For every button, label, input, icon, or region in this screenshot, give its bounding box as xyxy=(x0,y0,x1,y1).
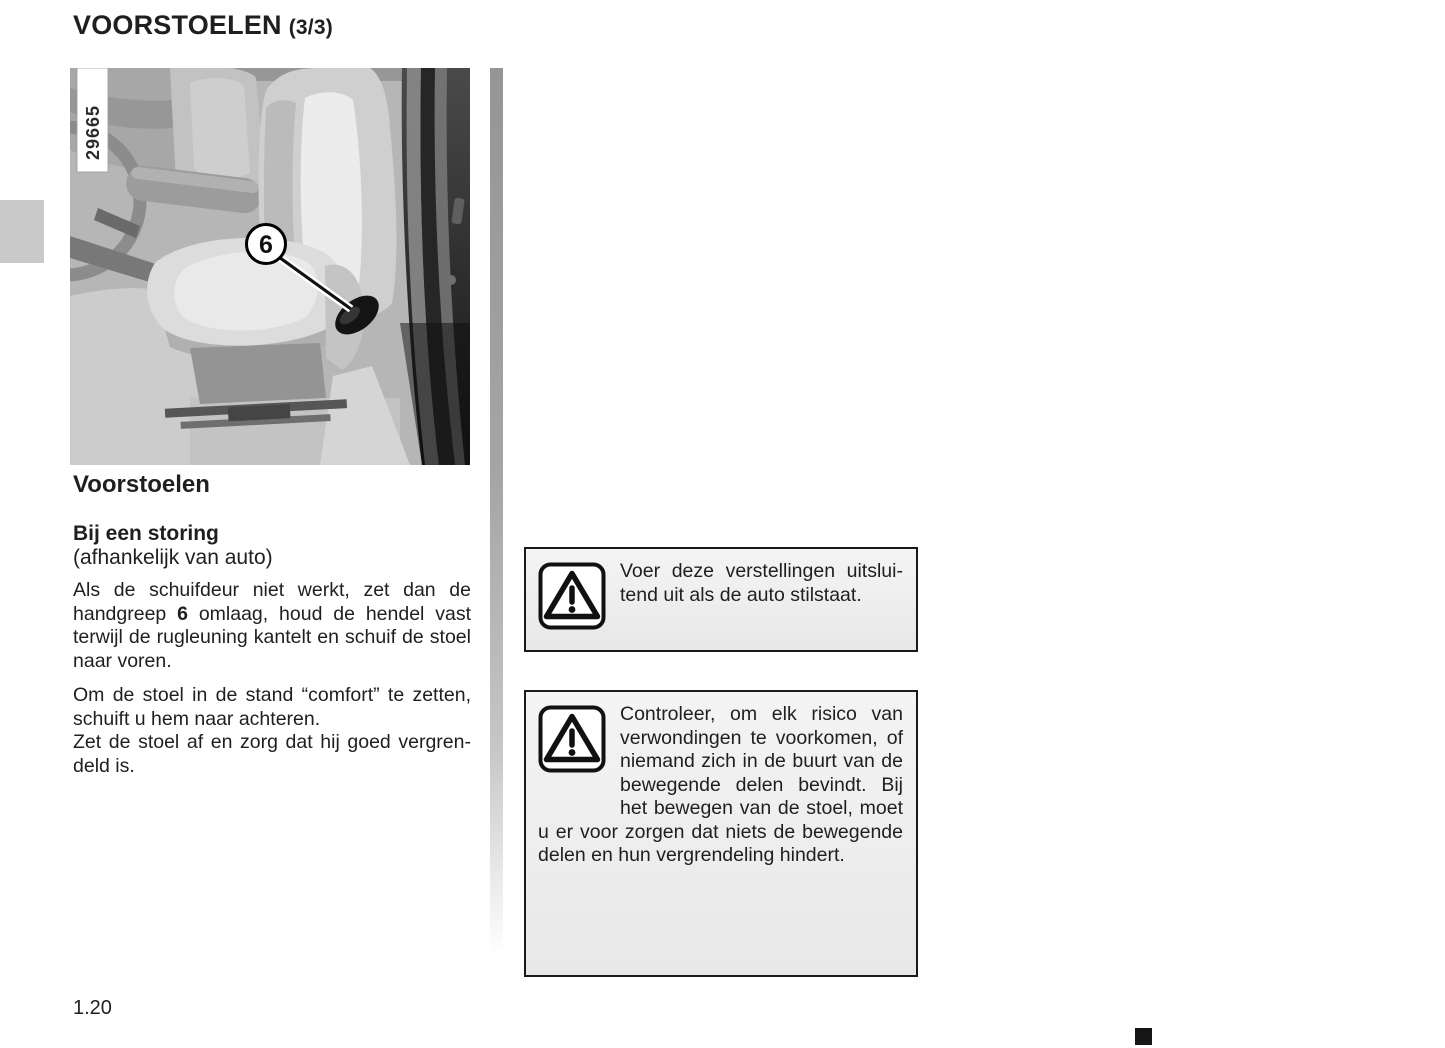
warning-triangle-icon xyxy=(538,705,606,773)
seat-photo-illustration xyxy=(70,68,470,465)
page-title-suffix: (3/3) xyxy=(288,16,333,39)
paragraph-1-after: omlaag, houd de hendel vast terwijl de rugleuning kantelt en schuif de stoel naar voren. xyxy=(73,602,471,672)
page-number: 1.20 xyxy=(73,997,112,1019)
page-title-main: VOORSTOELEN xyxy=(73,10,282,40)
subsection-heading: Bij een storing xyxy=(73,522,219,545)
section-end-marker xyxy=(1135,1028,1152,1045)
paragraph-1-callout-ref: 6 xyxy=(177,602,188,625)
warning-2-text: Controleer, om elk risico van verwondingen te voorkomen, of niemand zich in de buurt van de bewegende delen bevindt. Bij het bewegen van de stoel, moet u er voor zorgen dat niets de bewegende delen en hun vergrendeling hindert. xyxy=(538,703,903,866)
warning-box-1 xyxy=(524,547,918,652)
section-heading: Voorstoelen xyxy=(73,471,210,498)
callout-number: 6 xyxy=(259,231,273,259)
photo-label: 29665 xyxy=(83,104,103,160)
chapter-tab-marker xyxy=(0,200,44,263)
article-column xyxy=(73,470,471,778)
warning-triangle-icon xyxy=(538,562,606,630)
column-divider xyxy=(490,68,503,973)
paragraph-2: Om de stoel in de stand “comfort” te zetten, schuift u hem naar achteren. xyxy=(73,684,471,730)
subsection-note: (afhankelijk van auto) xyxy=(73,546,273,569)
paragraph-3: Zet de stoel af en zorg dat hij goed vergrendeld is. xyxy=(73,731,471,777)
paragraph-1 xyxy=(73,579,471,673)
seat-photo-figure xyxy=(70,68,470,465)
warning-1-text: Voer deze verstellingen uitsluitend uit als de auto stilstaat. xyxy=(620,560,903,606)
warning-box-2 xyxy=(524,690,918,977)
page-title xyxy=(73,10,333,41)
paragraph-1-before: Als de schuifdeur niet werkt, zet dan de handgreep xyxy=(73,579,471,625)
